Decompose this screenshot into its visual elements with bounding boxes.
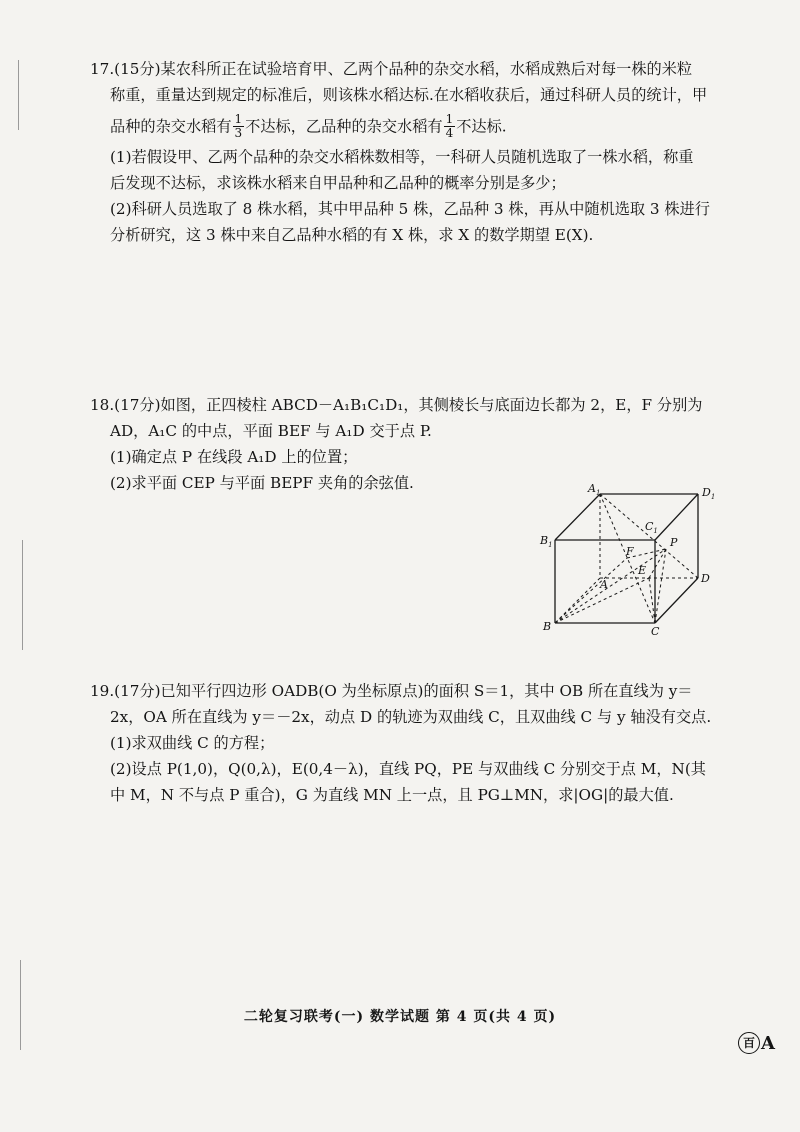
fraction-numerator: 1 — [234, 112, 243, 126]
segment-C-P — [655, 549, 666, 623]
fraction-one-fourth — [444, 113, 456, 140]
p17-text: 品种的杂交水稻有 — [110, 117, 232, 136]
p18-q2: (2)求平面 CEP 与平面 BEPF 夹角的余弦值. — [110, 474, 414, 492]
p17-text: 不达标. — [456, 117, 507, 136]
scan-edge-mark — [20, 960, 21, 1050]
p19-q2-line-1: (2)设点 P(1,0)，Q(0,λ)，E(0,4－λ)，直线 PQ，PE 与双曲线 C 分别交于点 M，N(其 — [110, 760, 706, 778]
segment-A1-C — [600, 494, 655, 623]
scan-edge-mark — [22, 540, 23, 650]
segment-B-F — [555, 558, 627, 623]
label-B1: $B_1$ — [540, 534, 553, 549]
edge-A-B — [555, 578, 600, 623]
p17-q1-line-2: 后发现不达标，求该株水稻来自甲品种和乙品种的概率分别是多少； — [110, 174, 566, 192]
segment-B-P — [555, 549, 666, 623]
p18-line-2: AD，A₁C 的中点，平面 BEF 与 A₁D 交于点 P. — [110, 422, 432, 440]
page-footer: 二轮复习联考(一) 数学试题 第 4 页(共 4 页) — [243, 1009, 557, 1025]
label-D: D — [701, 572, 710, 585]
p17-text: 不达标，乙品种的杂交水稻有 — [245, 117, 443, 136]
fraction-denominator: 4 — [445, 126, 454, 140]
segment-A1-D — [600, 494, 698, 578]
edge-B1-A1 — [555, 494, 600, 540]
label-A: A — [600, 578, 608, 591]
mark-letter: A — [761, 1032, 775, 1054]
p18-q1: (1)确定点 P 在线段 A₁D 上的位置； — [110, 448, 358, 466]
p19-line-2: 2x，OA 所在直线为 y＝－2x，动点 D 的轨迹为双曲线 C，且双曲线 C 与 y 轴没有交点. — [110, 708, 712, 726]
edge-D1-C1 — [655, 494, 698, 540]
corner-mark — [738, 1032, 775, 1054]
p17-line-3 — [110, 114, 507, 141]
fraction-one-third — [233, 113, 245, 140]
circled-mark-icon: 百 — [738, 1032, 760, 1054]
label-B: B — [543, 620, 552, 633]
prism-figure — [530, 478, 730, 638]
p17-q2-line-1: (2)科研人员选取了 8 株水稻，其中甲品种 5 株，乙品种 3 株，再从中随机选取 3 株进行 — [110, 200, 710, 218]
fraction-numerator: 1 — [445, 112, 454, 126]
p19-line-1: 19.(17分)已知平行四边形 OADB(O 为坐标原点)的面积 S＝1，其中 OB 所在直线为 y＝ — [90, 682, 693, 700]
p17-q1-line-1: (1)若假设甲、乙两个品种的杂交水稻株数相等，一科研人员随机选取了一株水稻，称重 — [110, 148, 694, 166]
fraction-denominator: 3 — [234, 126, 243, 140]
p18-line-1: 18.(17分)如图，正四棱柱 ABCD－A₁B₁C₁D₁，其侧棱长与底面边长都为 2，E，F 分别为 — [90, 396, 703, 414]
label-C1: $C_1$ — [645, 520, 658, 535]
label-E: E — [638, 564, 647, 577]
edge-C-D — [655, 578, 698, 623]
label-A1: $A_1$ — [588, 482, 601, 497]
p17-line-1: 17.(15分)某农科所正在试验培育甲、乙两个品种的杂交水稻，水稻成熟后对每一株的米粒 — [90, 60, 693, 78]
p17-q2-line-2: 分析研究，这 3 株中来自乙品种水稻的有 X 株，求 X 的数学期望 E(X). — [110, 226, 594, 244]
label-C: C — [651, 625, 660, 638]
p17-line-2: 称重，重量达到规定的标准后，则该株水稻达标.在水稻收获后，通过科研人员的统计，甲 — [110, 86, 708, 104]
p19-q2-line-2: 中 M，N 不与点 P 重合)，G 为直线 MN 上一点，且 PG⊥MN，求|OG|的最大值. — [110, 786, 674, 804]
scan-edge-mark — [18, 60, 19, 130]
p19-q1: (1)求双曲线 C 的方程； — [110, 734, 275, 752]
label-D1: $D_1$ — [702, 486, 716, 501]
label-F: F — [626, 545, 634, 558]
label-P: P — [670, 536, 678, 549]
